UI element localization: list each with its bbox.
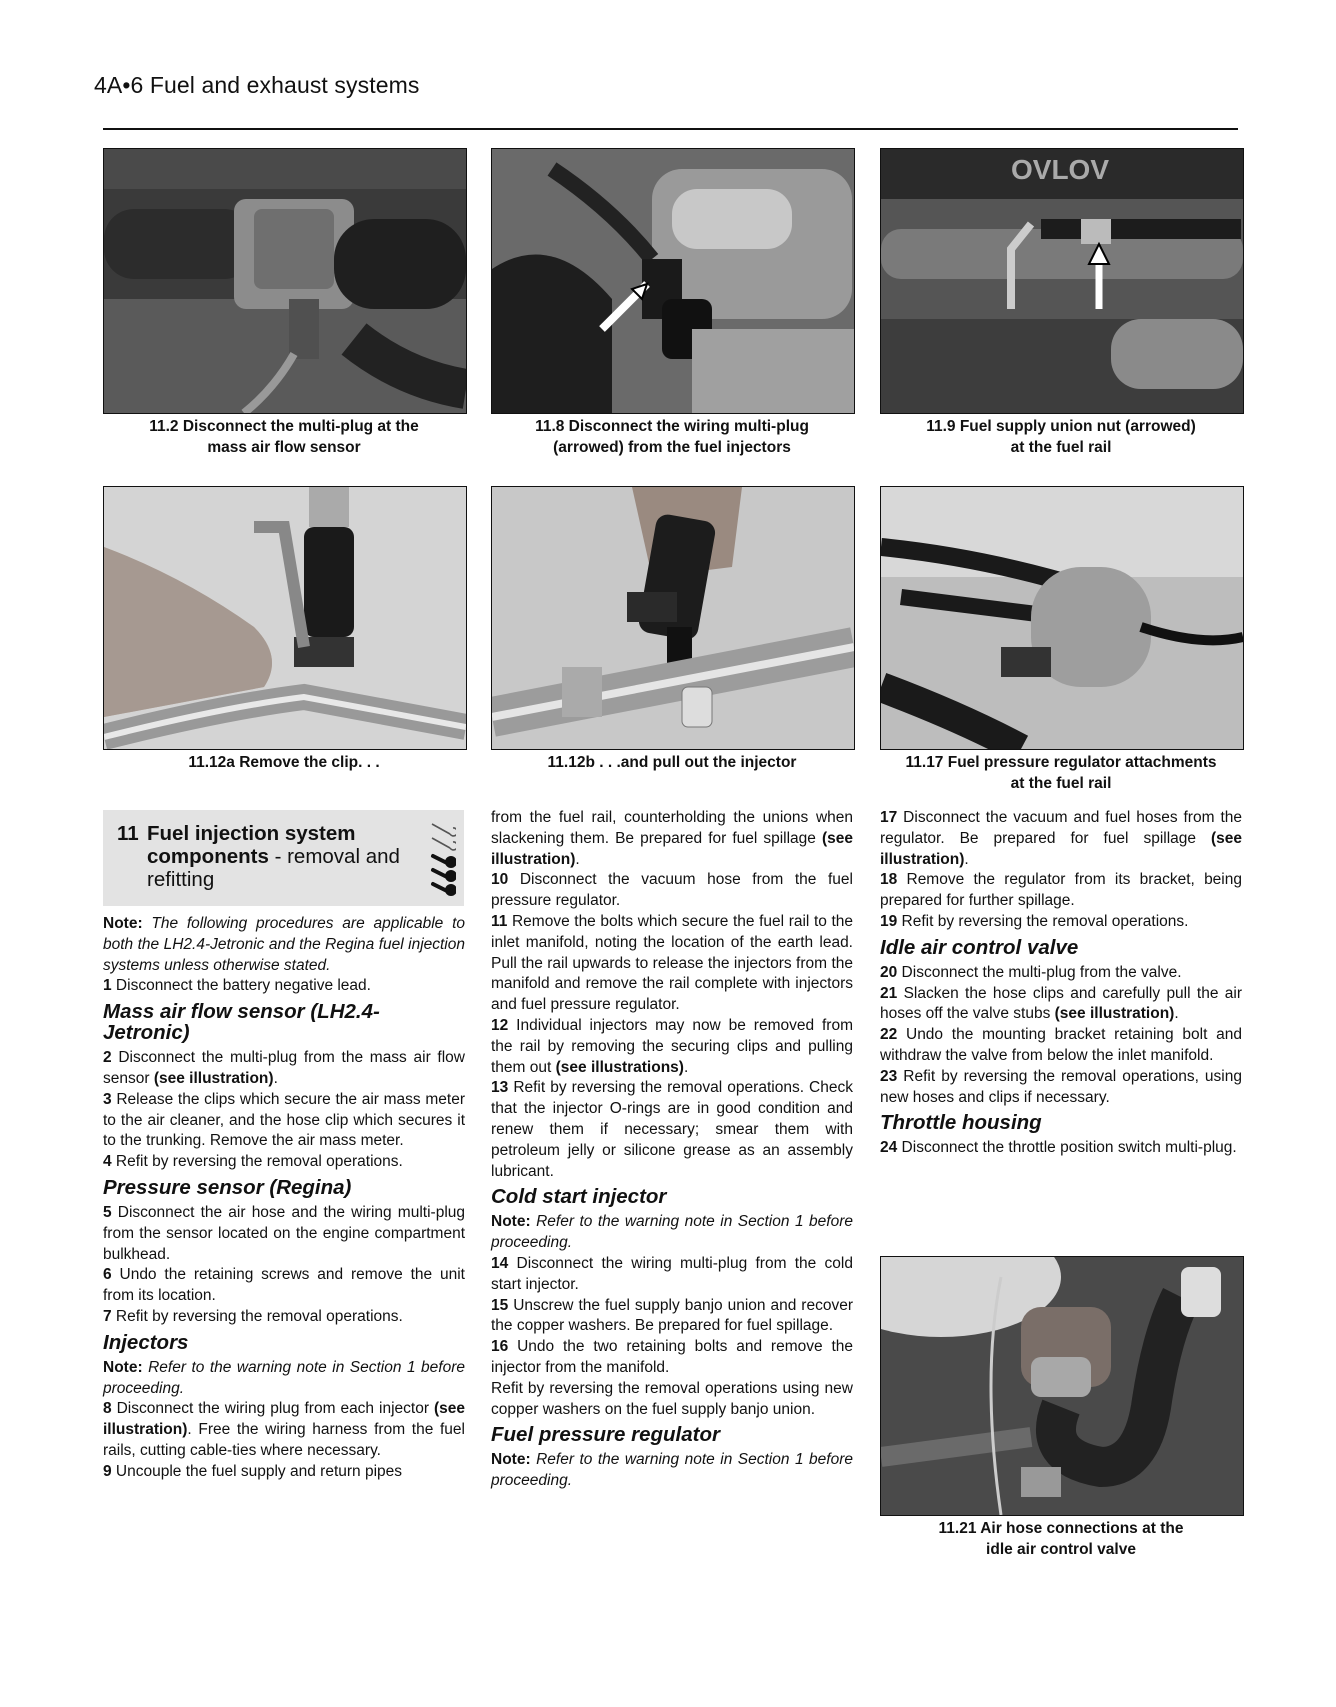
step-12: 12 Individual injectors may now be removed from the rail by removing the securing clips and pulling them out (see illustrations). xyxy=(491,1016,853,1076)
caption-11-9: 11.9 Fuel supply union nut (arrowed) at the fuel rail xyxy=(926,418,1196,456)
step-21: 21 Slacken the hose clips and carefully pull the air hoses off the valve stubs (see illustration). xyxy=(880,984,1242,1023)
text-column-3 xyxy=(880,808,1242,1159)
section-heading-box xyxy=(103,810,464,906)
step-6: 6 Undo the retaining screws and remove the unit from its location. xyxy=(103,1266,465,1305)
subheading-idle-air-control-valve: Idle air control valve xyxy=(880,935,1079,959)
step-4: 4 Refit by reversing the removal operations. xyxy=(103,1153,403,1171)
photo-11-9 xyxy=(880,148,1244,414)
general-note: Note: The following procedures are applicable to both the LH2.4-Jetronic and the Regina fuel injection systems unless otherwise stated. xyxy=(103,915,465,974)
photo-11-12b xyxy=(491,486,855,750)
step-9-continued: from the fuel rail, counterholding the unions when slackening them. Be prepared for fuel spillage (see illustration). xyxy=(491,809,853,868)
svg-text:OVLOV: OVLOV xyxy=(1011,154,1110,185)
cold-start-refit: Refit by reversing the removal operations using new copper washers on the fuel supply banjo union. xyxy=(491,1379,853,1418)
text-column-1 xyxy=(103,914,465,1483)
subheading-fuel-pressure-regulator: Fuel pressure regulator xyxy=(491,1423,720,1447)
subheading-mass-air-flow-sensor: Mass air flow sensor (LH2.4-Jetronic) xyxy=(103,1000,380,1045)
header-rule xyxy=(103,128,1238,130)
step-7: 7 Refit by reversing the removal operations. xyxy=(103,1307,403,1325)
photo-11-8 xyxy=(491,148,855,414)
subheading-injectors: Injectors xyxy=(103,1330,189,1354)
step-14: 14 Disconnect the wiring multi-plug from the cold start injector. xyxy=(491,1254,853,1293)
step-13: 13 Refit by reversing the removal operations. Check that the injector O-rings are in good condition and renew them if necessary; smear them with petroleum jelly or silicone grease as an assembly lubricant. xyxy=(491,1079,853,1180)
caption-11-2: 11.2 Disconnect the multi-plug at the mass air flow sensor xyxy=(149,418,419,456)
text-column-2 xyxy=(491,808,853,1492)
caption-11-8: 11.8 Disconnect the wiring multi-plug (arrowed) from the fuel injectors xyxy=(535,418,809,456)
step-17: 17 Disconnect the vacuum and fuel hoses from the regulator. Be prepared for fuel spillage (see illustration). xyxy=(880,809,1242,868)
caption-11-21: 11.21 Air hose connections at the idle air control valve xyxy=(938,1520,1184,1558)
caption-11-12a: 11.12a Remove the clip. . . xyxy=(188,754,380,771)
subheading-pressure-sensor: Pressure sensor (Regina) xyxy=(103,1175,352,1199)
step-19: 19 Refit by reversing the removal operations. xyxy=(880,912,1189,930)
step-2: 2 Disconnect the multi-plug from the mass air flow sensor (see illustration). xyxy=(103,1049,465,1087)
injectors-note: Note: Refer to the warning note in Section 1 before proceeding. xyxy=(103,1358,465,1397)
step-9: 9 Uncouple the fuel supply and return pipes xyxy=(103,1462,403,1480)
photo-11-12a xyxy=(103,486,467,750)
page-header: 4A•6 Fuel and exhaust systems xyxy=(94,72,420,98)
difficulty-spanners-icon xyxy=(428,820,456,898)
cold-start-note: Note: Refer to the warning note in Section 1 before proceeding. xyxy=(491,1213,853,1252)
step-24: 24 Disconnect the throttle position switch multi-plug. xyxy=(880,1139,1237,1157)
subheading-throttle-housing: Throttle housing xyxy=(880,1111,1042,1135)
subheading-cold-start-injector: Cold start injector xyxy=(491,1185,667,1209)
photo-11-17 xyxy=(880,486,1244,750)
step-18: 18 Remove the regulator from its bracket, being prepared for further spillage. xyxy=(880,871,1242,910)
photo-11-21 xyxy=(880,1256,1244,1516)
caption-11-12b: 11.12b . . .and pull out the injector xyxy=(547,754,797,771)
photo-11-2 xyxy=(103,148,467,414)
section-title: 11 Fuel injection system components - removal and refitting xyxy=(117,822,400,891)
step-3: 3 Release the clips which secure the air mass meter to the air cleaner, and the hose clip which secures it to the trunking. Remove the air mass meter. xyxy=(103,1090,465,1150)
step-5: 5 Disconnect the air hose and the wiring multi-plug from the sensor located on the engine compartment bulkhead. xyxy=(103,1203,465,1263)
step-16: 16 Undo the two retaining bolts and remove the injector from the manifold. xyxy=(491,1338,853,1376)
step-11: 11 Remove the bolts which secure the fuel rail to the inlet manifold, noting the location of the earth lead. Pull the rail upwards to release the injectors from the manifold and remove the rail complete with injectors and fuel pressure regulator. xyxy=(491,912,853,1014)
step-20: 20 Disconnect the multi-plug from the valve. xyxy=(880,963,1182,981)
caption-11-17: 11.17 Fuel pressure regulator attachments at the fuel rail xyxy=(905,754,1217,792)
step-8: 8 Disconnect the wiring plug from each injector (see illustration). Free the wiring harness from the fuel rails, cutting cable-ties where necessary. xyxy=(103,1400,465,1459)
step-1: 1 Disconnect the battery negative lead. xyxy=(103,977,371,995)
step-10: 10 Disconnect the vacuum hose from the fuel pressure regulator. xyxy=(491,871,853,910)
step-15: 15 Unscrew the fuel supply banjo union and recover the copper washers. Be prepared for fuel spillage. xyxy=(491,1296,853,1335)
fpr-note: Note: Refer to the warning note in Section 1 before proceeding. xyxy=(491,1451,853,1490)
step-23: 23 Refit by reversing the removal operations, using new hoses and clips if necessary. xyxy=(880,1067,1242,1106)
step-22: 22 Undo the mounting bracket retaining bolt and withdraw the valve from below the inlet manifold. xyxy=(880,1026,1242,1064)
